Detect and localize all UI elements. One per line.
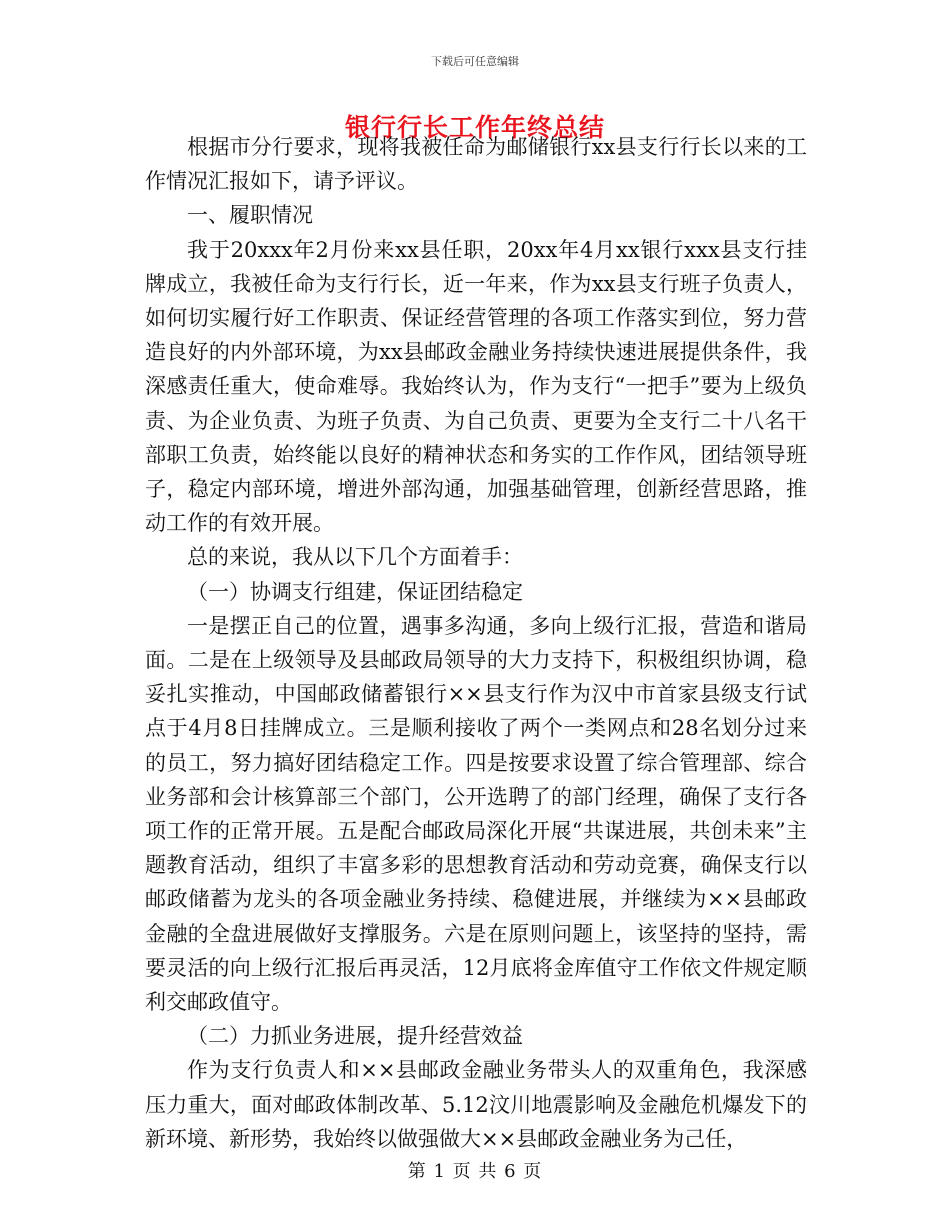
paragraph-business: 作为支行负责人和××县邮政金融业务带头人的双重角色，我深感压力重大，面对邮政体制改革、5.12汶川地震影响及金融危机爆发下的新环境、新形势，我始终以做强做大××县邮政金融业务为己任， xyxy=(145,1058,807,1151)
header-note: 下载后可任意编辑 xyxy=(431,55,519,68)
page-footer: 第 1 页 共 6 页 xyxy=(407,1161,543,1182)
paragraph-intro: 根据市分行要求，现将我被任命为邮储银行xx县支行行长以来的工作情况汇报如下，请予评议。 xyxy=(145,135,807,194)
section-heading-duties: 一、履职情况 xyxy=(187,203,313,228)
paragraph-summary: 总的来说，我从以下几个方面着手： xyxy=(187,545,523,570)
paragraph-branch-setup: 一是摆正自己的位置，遇事多沟通，多向上级行汇报，营造和谐局面。二是在上级领导及县邮政局领导的大力支持下，积极组织协调，稳妥扎实推动，中国邮政储蓄银行××县支行作为汉中市首家县级支行试点于4月8日挂牌成立。三是顺利接收了两个一类网点和28名划分过来的员工，努力搞好团结稳定工作。四是按要求设置了综合管理部、综合业务部和会计核算部三个部门，公开选聘了的部门经理，确保了支行各项工作的正常开展。五是配合邮政局深化开展“共谋进展，共创未来”主题教育活动，组织了丰富多彩的思想教育活动和劳动竞赛，确保支行以邮政储蓄为龙头的各项金融业务持续、稳健进展，并继续为××县邮政金融的全盘进展做好支撑服务。六是在原则问题上，该坚持的坚持，需要灵活的向上级行汇报后再灵活，12月底将金库值守工作依文件规定顺利交邮政值守。 xyxy=(145,613,807,1015)
paragraph-duties: 我于20xxx年2月份来xx县任职，20xx年4月xx银行xxx县支行挂牌成立，我被任命为支行行长，近一年来，作为xx县支行班子负责人，如何切实履行好工作职责、保证经营管理的各项工作落实到位，努力营造良好的内外部环境，为xx县邮政金融业务持续快速进展提供条件，我深感责任重大，使命难辱。我始终认为，作为支行“一把手”要为上级负责、为企业负责、为班子负责、为自己负责、更要为全支行二十八名干部职工负责，始终能以良好的精神状态和务实的工作作风，团结领导班子，稳定内部环境，增进外部沟通，加强基础管理，创新经营思路，推动工作的有效开展。 xyxy=(145,237,807,536)
subheading-branch-setup: （一）协调支行组建，保证团结稳定 xyxy=(187,579,523,604)
document-title: 银行行长工作年终总结 xyxy=(344,113,605,142)
subheading-business: （二）力抓业务进展，提升经营效益 xyxy=(187,1024,523,1049)
document-body xyxy=(145,130,807,1156)
